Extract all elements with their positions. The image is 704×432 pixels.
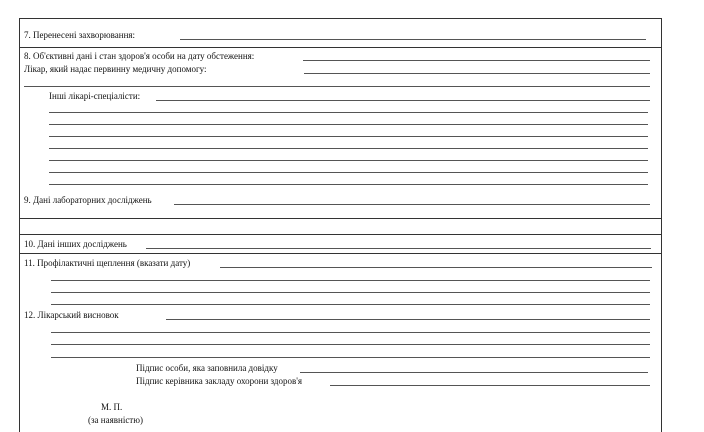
fill-line[interactable]	[49, 112, 648, 113]
signature-filler-label: Підпис особи, яка заповнила довідку	[136, 363, 278, 373]
fill-line[interactable]	[51, 332, 650, 333]
fill-line[interactable]	[156, 100, 650, 101]
section-10-label: 10. Дані інших досліджень	[24, 239, 127, 249]
fill-line[interactable]	[51, 304, 650, 305]
fill-line[interactable]	[174, 204, 650, 205]
stamp-label: М. П.	[101, 402, 123, 412]
fill-line[interactable]	[51, 280, 650, 281]
fill-line[interactable]	[49, 184, 648, 185]
fill-line[interactable]	[180, 39, 646, 40]
fill-line[interactable]	[51, 292, 650, 293]
section-9-label: 9. Дані лабораторних досліджень	[24, 195, 152, 205]
primary-doctor-label: Лікар, який надає первинну медичну допомогу:	[24, 64, 207, 74]
fill-line[interactable]	[49, 172, 648, 173]
section-7-label: 7. Перенесені захворювання:	[24, 30, 136, 40]
section-11-label: 11. Профілактичні щеплення (вказати дату)	[24, 258, 191, 268]
fill-line[interactable]	[220, 267, 652, 268]
form-frame	[19, 18, 662, 432]
fill-line[interactable]	[49, 160, 648, 161]
section-12-label: 12. Лікарський висновок	[24, 310, 119, 320]
fill-line[interactable]	[303, 60, 650, 61]
signature-line[interactable]	[300, 372, 648, 373]
divider	[19, 218, 662, 219]
stamp-note: (за наявністю)	[88, 415, 143, 425]
signature-head-label: Підпис керівника закладу охорони здоров'я	[136, 376, 302, 386]
fill-line[interactable]	[146, 248, 651, 249]
fill-line[interactable]	[166, 319, 650, 320]
fill-line[interactable]	[24, 86, 650, 87]
fill-line[interactable]	[49, 124, 648, 125]
section-8-label: 8. Об'єктивні дані і стан здоров'я особи на дату обстеження:	[24, 51, 255, 61]
signature-line[interactable]	[330, 385, 650, 386]
specialists-label: Інші лікарі-спеціалісти:	[49, 91, 141, 101]
divider	[19, 47, 662, 48]
fill-line[interactable]	[49, 148, 648, 149]
fill-line[interactable]	[304, 73, 650, 74]
divider	[19, 234, 662, 235]
divider	[19, 253, 662, 254]
fill-line[interactable]	[51, 357, 650, 358]
fill-line[interactable]	[49, 136, 648, 137]
fill-line[interactable]	[51, 344, 650, 345]
